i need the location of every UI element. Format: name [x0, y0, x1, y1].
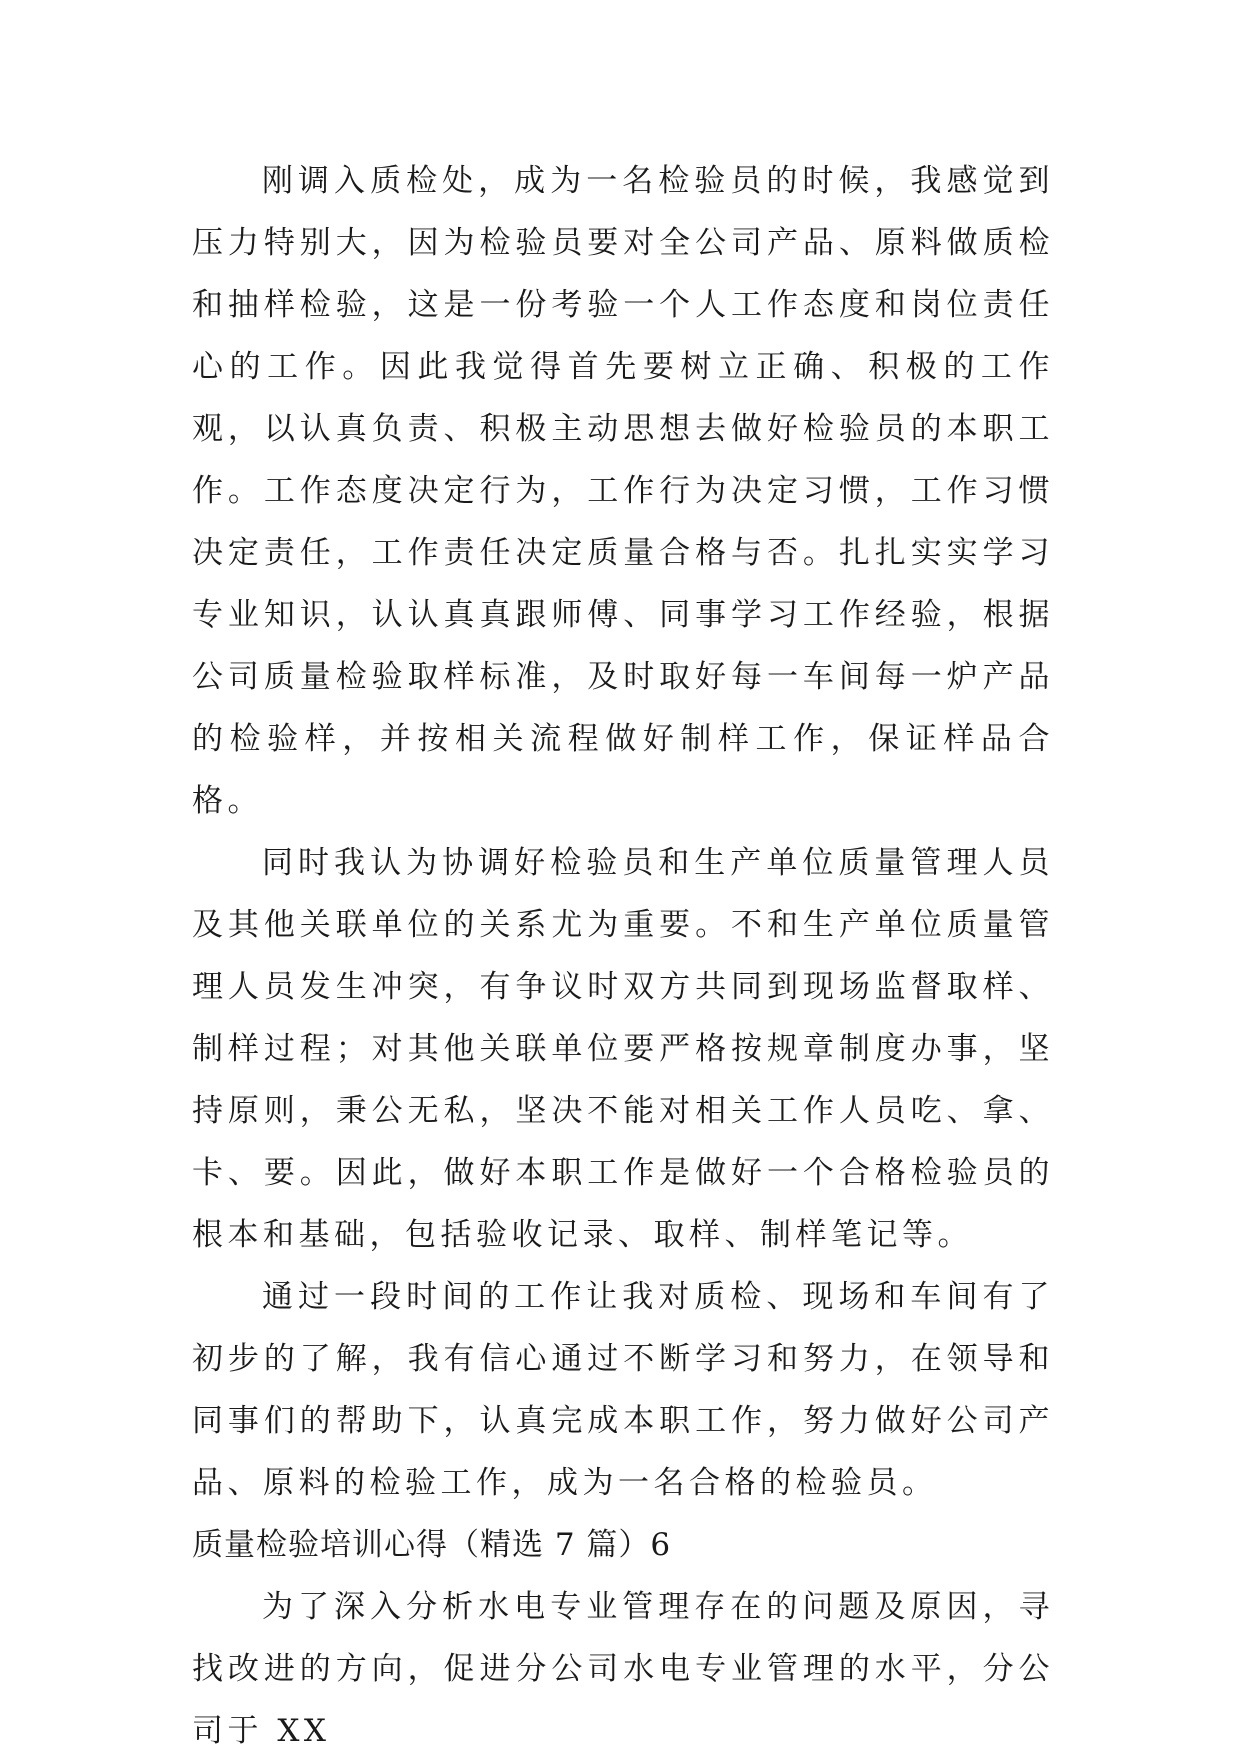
paragraph-3: 通过一段时间的工作让我对质检、现场和车间有了初步的了解，我有信心通过不断学习和努力，在领导和同事们的帮助下，认真完成本职工作，努力做好公司产品、原料的检验工作，成为一名合格的检验员。	[192, 1279, 1054, 1501]
paragraph-1: 刚调入质检处，成为一名检验员的时候，我感觉到压力特别大，因为检验员要对全公司产品、原料做质检和抽样检验，这是一份考验一个人工作态度和岗位责任心的工作。因此我觉得首先要树立正确、积极的工作观，以认真负责、积极主动思想去做好检验员的本职工作。工作态度决定行为，工作行为决定习惯，工作习惯决定责任，工作责任决定质量合格与否。扎扎实实学习专业知识，认认真真跟师傅、同事学习工作经验，根据公司质量检验取样标准，及时取好每一车间每一炉产品的检验样，并按相关流程做好制样工作，保证样品合格。	[192, 163, 1054, 819]
paragraph-4: 为了深入分析水电专业管理存在的问题及原因，寻找改进的方向，促进分公司水电专业管理的水平，分公司于 XX	[192, 1589, 1054, 1749]
paragraph-2: 同时我认为协调好检验员和生产单位质量管理人员及其他关联单位的关系尤为重要。不和生产单位质量管理人员发生冲突，有争议时双方共同到现场监督取样、制样过程；对其他关联单位要严格按规章制度办事，坚持原则，秉公无私，坚决不能对相关工作人员吃、拿、卡、要。因此，做好本职工作是做好一个合格检验员的根本和基础，包括验收记录、取样、制样笔记等。	[192, 845, 1054, 1253]
document-body	[192, 150, 1054, 1762]
section-heading: 质量检验培训心得（精选 7 篇）6	[192, 1527, 672, 1563]
